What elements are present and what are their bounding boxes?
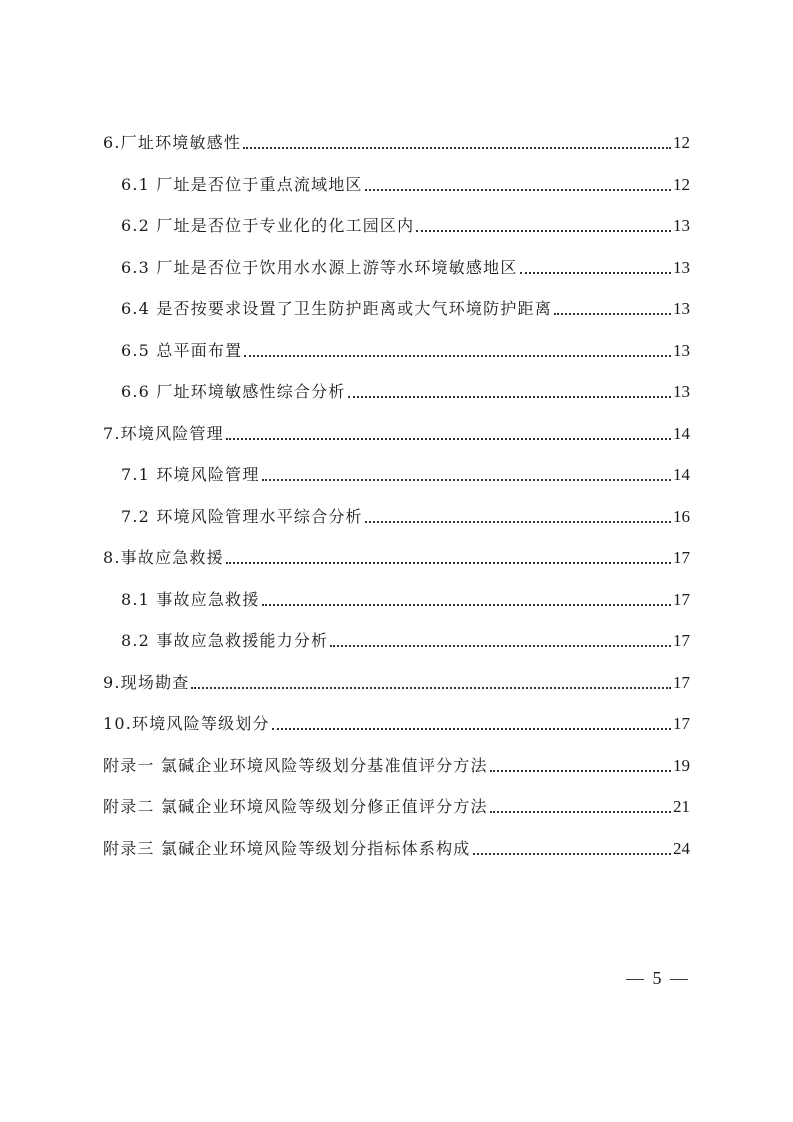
toc-entry-title: 6.5 总平面布置 [121,340,243,360]
dot-leader [191,687,671,689]
toc-entry-page: 13 [673,257,690,277]
dot-leader [554,313,671,315]
toc-entry-title: 6.2 厂址是否位于专业化的化工园区内 [121,216,415,235]
toc-entry[interactable] [121,498,690,528]
toc-entry[interactable] [121,622,690,652]
toc-entry-title: 10.环境风险等级划分 [103,714,270,733]
dot-leader [244,355,671,357]
toc-entry[interactable] [121,207,690,237]
toc-entry-title: 7.2 环境风险管理水平综合分析 [121,506,363,526]
toc-entry-page: 17 [673,548,690,567]
toc-entry-page: 13 [673,340,690,360]
toc-entry[interactable] [121,166,690,196]
toc-entry[interactable] [103,747,690,777]
toc-entry[interactable] [121,249,690,279]
toc-entry-page: 13 [673,382,690,401]
toc-entry-title: 6.4 是否按要求设置了卫生防护距离或大气环境防护距离 [121,299,552,318]
dot-leader [226,562,671,564]
dot-leader [490,811,671,813]
toc-entry[interactable] [103,664,690,694]
toc-entry-page: 14 [673,465,690,484]
toc-entry-page: 21 [673,797,690,816]
toc-entry-title: 7.环境风险管理 [103,423,224,443]
toc-entry[interactable] [103,830,690,860]
toc-entry-page: 24 [673,838,690,858]
toc-entry-page: 17 [673,672,690,692]
toc-entry[interactable] [121,456,690,486]
toc-entry[interactable] [121,332,690,362]
toc-entry-page: 12 [673,133,690,152]
toc-entry-title: 9.现场勘查 [103,672,190,692]
toc-entry[interactable] [121,373,690,403]
toc-entry-page: 13 [673,299,690,318]
toc-entry[interactable] [103,539,690,569]
page-number-footer: — 5 — [626,968,690,988]
dot-leader [348,396,671,398]
toc-entry[interactable] [103,705,690,735]
toc-entry-title: 附录二 氯碱企业环境风险等级划分修正值评分方法 [103,797,488,816]
toc-entry-page: 16 [673,506,690,526]
toc-entry-page: 14 [673,423,690,443]
dot-leader [365,189,671,191]
toc-entry-title: 8.2 事故应急救援能力分析 [121,631,329,650]
toc-entry-title: 8.事故应急救援 [103,548,224,567]
toc-entry-page: 17 [673,589,690,609]
dot-leader [243,147,671,149]
toc-entry[interactable] [103,124,690,154]
toc-entry-title: 6.6 厂址环境敏感性综合分析 [121,382,346,401]
dot-leader [272,728,671,730]
toc-entry-page: 19 [673,755,690,775]
dot-leader [365,521,671,523]
toc-entry-page: 12 [673,174,690,194]
toc-entry-title: 7.1 环境风险管理 [121,465,260,484]
dot-leader [416,230,671,232]
toc-entry-title: 6.1 厂址是否位于重点流域地区 [121,174,363,194]
toc-entry[interactable] [121,581,690,611]
dot-leader [473,853,672,855]
toc-entry-title: 6.厂址环境敏感性 [103,133,242,152]
toc-entry[interactable] [103,788,690,818]
dot-leader [520,272,671,274]
toc-entry-title: 附录三 氯碱企业环境风险等级划分指标体系构成 [103,838,471,858]
dot-leader [330,645,671,647]
toc-entry-title: 8.1 事故应急救援 [121,589,260,609]
toc-entry[interactable] [121,290,690,320]
toc-entry-page: 17 [673,631,690,650]
toc-entry-page: 17 [673,714,690,733]
toc-entry-title: 附录一 氯碱企业环境风险等级划分基准值评分方法 [103,755,488,775]
toc-entry[interactable] [103,415,690,445]
dot-leader [226,438,671,440]
dot-leader [262,604,671,606]
dot-leader [262,479,671,481]
toc-entry-title: 6.3 厂址是否位于饮用水水源上游等水环境敏感地区 [121,257,518,277]
toc-entry-page: 13 [673,216,690,235]
dot-leader [490,770,671,772]
